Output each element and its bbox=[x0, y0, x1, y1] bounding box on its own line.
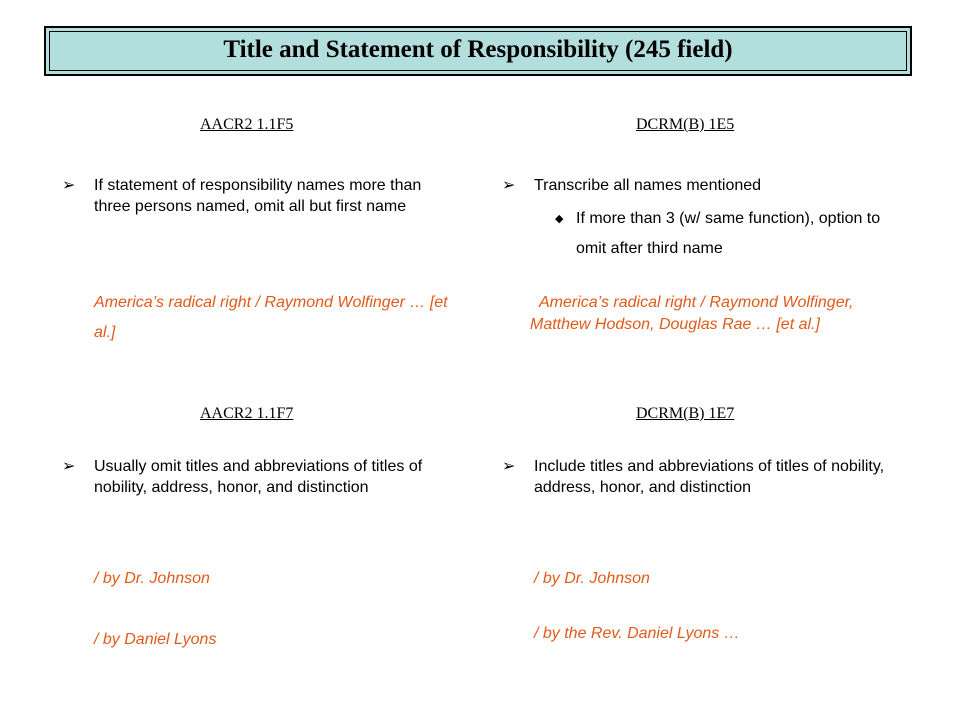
right-bullet-1 bbox=[502, 175, 902, 196]
arrow-bullet-icon: ➢ bbox=[502, 177, 516, 194]
left-bullet-1-text: If statement of responsibility names more than three persons named, omit all but first name bbox=[94, 177, 422, 215]
left-heading-1: AACR2 1.1F5 bbox=[200, 116, 294, 133]
slide-title: Title and Statement of Responsibility (245 field) bbox=[223, 36, 733, 63]
title-banner bbox=[44, 26, 912, 76]
left-bullet-1 bbox=[62, 175, 462, 217]
right-bullet-2 bbox=[502, 456, 907, 498]
left-bullet-2 bbox=[62, 456, 467, 498]
right-subbullet-1 bbox=[555, 204, 900, 264]
left-example-2a: / by Dr. Johnson bbox=[94, 570, 210, 587]
right-heading-1: DCRM(B) 1E5 bbox=[636, 116, 735, 133]
right-bullet-2-text: Include titles and abbreviations of titles of nobility, address, honor, and distinction bbox=[534, 458, 885, 496]
right-heading-2: DCRM(B) 1E7 bbox=[636, 405, 735, 422]
arrow-bullet-icon: ➢ bbox=[62, 458, 76, 475]
right-example-2a: / by Dr. Johnson bbox=[534, 570, 650, 587]
left-bullet-2-text: Usually omit titles and abbreviations of titles of nobility, address, honor, and distinction bbox=[94, 458, 423, 496]
diamond-bullet-icon: ◆ bbox=[555, 213, 564, 225]
left-example-1: America’s radical right / Raymond Wolfinger … [et al.] bbox=[94, 294, 448, 341]
arrow-bullet-icon: ➢ bbox=[502, 458, 516, 475]
right-subbullet-1-text: If more than 3 (w/ same function), option to omit after third name bbox=[576, 210, 881, 257]
right-bullet-1-text: Transcribe all names mentioned bbox=[534, 177, 762, 194]
right-example-2b: / by the Rev. Daniel Lyons … bbox=[534, 625, 740, 642]
arrow-bullet-icon: ➢ bbox=[62, 177, 76, 194]
left-heading-2: AACR2 1.1F7 bbox=[200, 405, 294, 422]
left-example-2b: / by Daniel Lyons bbox=[94, 631, 217, 648]
right-example-1: America’s radical right / Raymond Wolfinger, Matthew Hodson, Douglas Rae … [et al.] bbox=[530, 294, 854, 333]
